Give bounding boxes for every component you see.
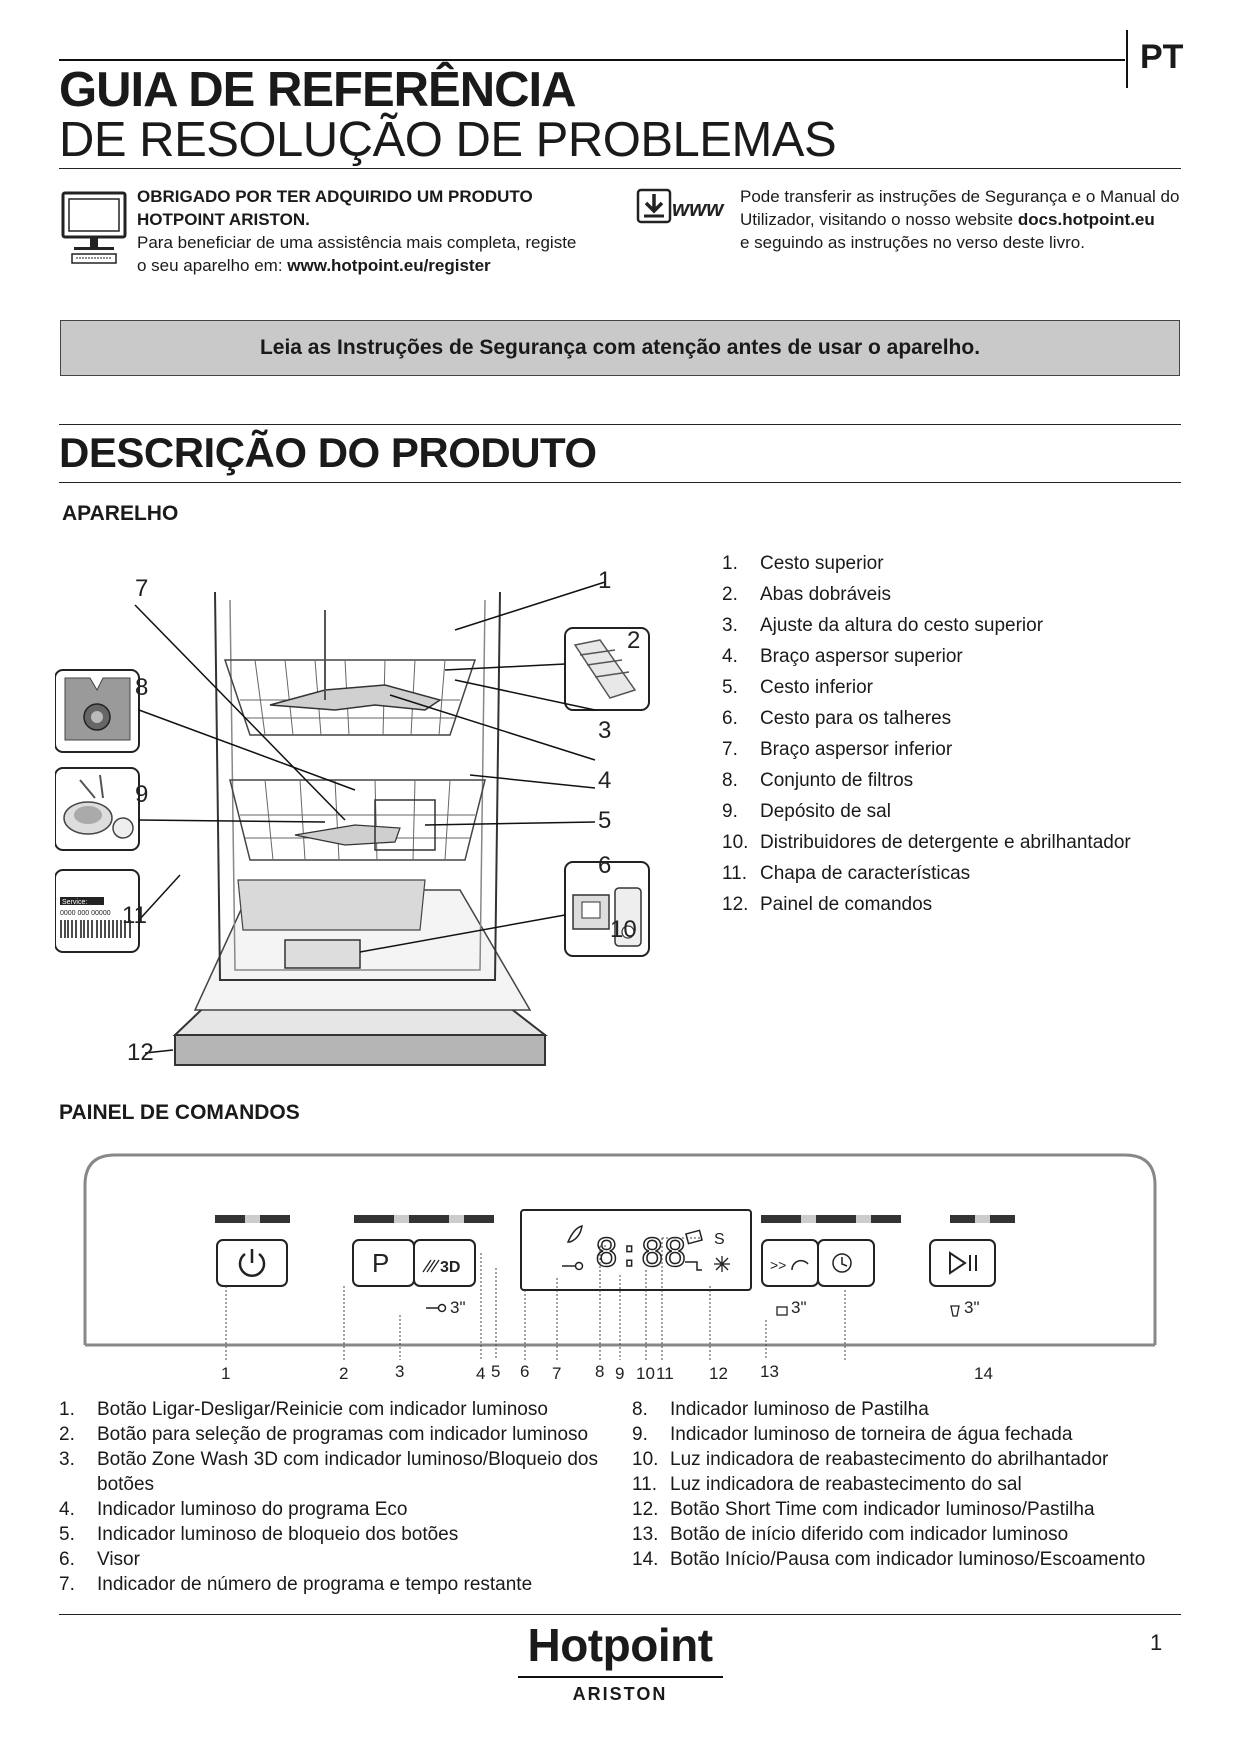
list-item: 4. Indicador luminoso do programa Eco (59, 1499, 408, 1520)
control-panel-strip (175, 1035, 545, 1065)
svg-text:12: 12 (709, 1364, 728, 1380)
page-number: 1 (1150, 1630, 1163, 1655)
svg-text:2: 2 (339, 1364, 349, 1380)
indicator-bar (761, 1215, 901, 1223)
list-item: 9. Depósito de sal (722, 801, 891, 822)
svg-text:7: 7 (552, 1364, 562, 1380)
lower-spray-arm (295, 825, 400, 845)
svg-text:1: 1 (221, 1364, 231, 1380)
docs-link[interactable]: docs.hotpoint.eu (1017, 210, 1155, 229)
indicator-bar (354, 1215, 494, 1223)
list-item: 12. Painel de comandos (722, 894, 933, 915)
computer-icon (60, 190, 130, 266)
brand-logo: Hotpoint ARISTON (470, 1618, 770, 1705)
list-item: 8. Conjunto de filtros (722, 770, 914, 791)
delay-start-button[interactable] (818, 1240, 874, 1286)
svg-text:6: 6 (520, 1362, 530, 1380)
download-icon (636, 186, 732, 228)
svg-text:2: 2 (627, 627, 641, 654)
indicator-bar (215, 1215, 290, 1223)
svg-text:3": 3" (450, 1298, 466, 1317)
svg-text:5: 5 (598, 807, 612, 834)
svg-text:3: 3 (598, 717, 612, 744)
list-item: 10. Luz indicadora de reabastecimento do abrilhantador (632, 1449, 1109, 1470)
list-item: 13. Botão de início diferido com indicador luminoso (632, 1524, 1069, 1545)
list-item: 14. Botão Início/Pausa com indicador luminoso/Escoamento (632, 1549, 1146, 1570)
display-digits: 8:88 (595, 1231, 687, 1275)
header-rule (59, 59, 1125, 61)
program-button[interactable] (353, 1240, 414, 1286)
control-panel-diagram (80, 1150, 1160, 1380)
svg-text:3: 3 (395, 1362, 405, 1380)
page-subtitle: DE RESOLUÇÃO DE PROBLEMAS (59, 113, 837, 167)
detergent-dispenser (285, 940, 360, 968)
list-item: 5. Cesto inferior (722, 677, 873, 698)
svg-text:>>: >> (770, 1257, 787, 1273)
list-item: 1. Cesto superior (722, 553, 884, 574)
list-item: 7. Braço aspersor inferior (722, 739, 953, 760)
list-item: 1. Botão Ligar-Desligar/Reinicie com indicador luminoso (59, 1399, 548, 1420)
list-item: 6. Cesto para os talheres (722, 708, 952, 729)
intro-right: Pode transferir as instruções de Segurança e o Manual do Utilizador, visitando o nosso website docs.hotpoint.eu e seguindo as instruções no verso deste livro. (740, 187, 1180, 252)
list-item: 8. Indicador luminoso de Pastilha (632, 1399, 929, 1420)
svg-text:3D: 3D (440, 1259, 461, 1276)
svg-text:1: 1 (598, 567, 612, 594)
language-tag: PT (1140, 38, 1184, 76)
indicator-bar (950, 1215, 1015, 1223)
display-panel (521, 1210, 751, 1290)
section-rule-top (59, 424, 1181, 425)
list-item: 3. Botão Zone Wash 3D com indicador luminoso/Bloqueio dos botões (59, 1449, 598, 1495)
product-parts-list (722, 548, 1131, 920)
svg-text:3": 3" (791, 1298, 807, 1317)
list-item: 2. Botão para seleção de programas com indicador luminoso (59, 1424, 589, 1445)
zone-wash-button[interactable] (414, 1240, 475, 1286)
svg-text:5: 5 (491, 1362, 501, 1380)
list-item: 5. Indicador luminoso de bloqueio dos botões (59, 1524, 459, 1545)
svg-text:Service:: Service: (62, 899, 88, 906)
subheading-appliance: APARELHO (62, 502, 179, 525)
dishwasher-diagram (55, 560, 675, 1070)
list-item: 10. Distribuidores de detergente e abrilhantador (722, 832, 1131, 853)
svg-text:3": 3" (964, 1298, 980, 1317)
svg-text:12: 12 (127, 1039, 154, 1066)
section-heading-product: DESCRIÇÃO DO PRODUTO (59, 429, 597, 476)
control-list-right (632, 1397, 1192, 1572)
svg-text:8: 8 (135, 674, 149, 701)
list-item: 4. Braço aspersor superior (722, 646, 963, 667)
key-icon (426, 1305, 446, 1312)
title-rule (59, 168, 1181, 169)
list-item: 9. Indicador luminoso de torneira de água fechada (632, 1424, 1073, 1445)
drain-icon (951, 1306, 959, 1316)
list-item: 6. Visor (59, 1549, 140, 1570)
subheading-control-panel: PAINEL DE COMANDOS (59, 1101, 300, 1124)
list-item: 2. Abas dobráveis (722, 584, 891, 605)
svg-text:6: 6 (598, 852, 612, 879)
section-rule-bottom (59, 482, 1181, 483)
svg-text:10: 10 (610, 916, 637, 943)
svg-text:www: www (672, 196, 724, 221)
footer-rule (59, 1614, 1181, 1615)
lower-basket (230, 780, 485, 860)
list-item: 12. Botão Short Time com indicador luminoso/Pastilha (632, 1499, 1095, 1520)
header-divider (1126, 30, 1128, 88)
list-item: 11. Chapa de características (722, 863, 971, 884)
svg-text:9: 9 (135, 781, 149, 808)
rinse-aid-icon (714, 1256, 730, 1272)
svg-text:4: 4 (598, 767, 612, 794)
safety-banner: Leia as Instruções de Segurança com atenção antes de usar o aparelho. (60, 320, 1180, 376)
svg-text:8: 8 (595, 1362, 605, 1380)
svg-text:7: 7 (135, 575, 149, 602)
svg-text:4: 4 (476, 1364, 486, 1380)
svg-text:11: 11 (122, 902, 147, 929)
svg-text:P: P (372, 1248, 390, 1278)
power-button[interactable] (217, 1240, 287, 1286)
list-item: 3. Ajuste da altura do cesto superior (722, 615, 1044, 636)
intro-left: OBRIGADO POR TER ADQUIRIDO UM PRODUTO HOTPOINT ARISTON. Para beneficiar de uma assistência mais completa, registe o seu aparelho em: www.hotpoint.eu/register (137, 187, 577, 275)
control-list-left (59, 1397, 619, 1597)
svg-text:9: 9 (615, 1364, 625, 1380)
register-link[interactable]: www.hotpoint.eu/register (287, 256, 491, 275)
upper-spray-arm (270, 685, 440, 710)
svg-text:10: 10 (636, 1364, 655, 1380)
tablet-label-icon (777, 1307, 787, 1315)
salt-icon: S (714, 1231, 725, 1248)
svg-text:13: 13 (760, 1362, 779, 1380)
start-pause-button[interactable] (930, 1240, 995, 1286)
page-title: GUIA DE REFERÊNCIA (59, 63, 576, 117)
short-time-button[interactable] (762, 1240, 818, 1286)
svg-text:11: 11 (656, 1364, 674, 1380)
svg-text:14: 14 (974, 1364, 993, 1380)
list-item: 11. Luz indicadora de reabastecimento do sal (632, 1474, 1022, 1495)
list-item: 7. Indicador de número de programa e tempo restante (59, 1574, 533, 1595)
svg-text:0000 000 00000: 0000 000 00000 (60, 910, 111, 917)
